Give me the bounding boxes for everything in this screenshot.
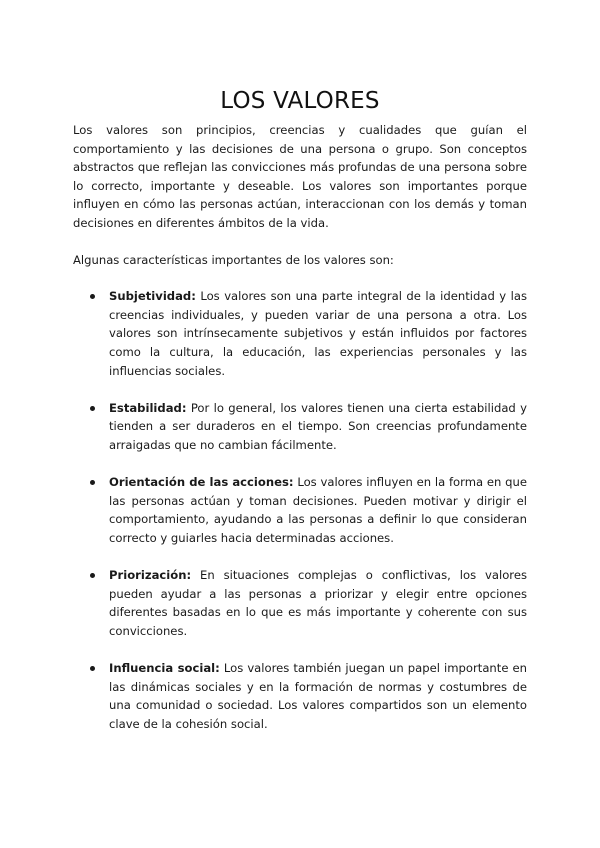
list-item-text: En situaciones complejas o conflictivas, los valores pueden ayudar a las personas a priorizar y elegir entre opciones diferentes basadas en lo que es más importante y coherente con sus convicciones.	[109, 568, 527, 638]
bullet-icon	[90, 294, 95, 299]
list-item-term: Orientación de las acciones:	[109, 475, 294, 490]
intro-paragraph: Los valores son principios, creencias y cualidades que guían el comportamiento y las decisiones de una persona o grupo. Son conceptos abstractos que reflejan las convicciones más profundas de una persona sobre lo correcto, importante y deseable. Los valores son importantes porque influyen en cómo las personas actúan, interaccionan con los demás y toman decisiones en diferentes ámbitos de la vida.	[73, 123, 527, 230]
document-body	[73, 121, 527, 752]
list-item-term: Priorización:	[109, 568, 192, 583]
list-item-orientacion	[73, 473, 527, 547]
list-item-text: Los valores influyen en la forma en que las personas actúan y toman decisiones. Pueden motivar y dirigir el comportamiento, ayudando a las personas a definir lo que consideran correcto y guiarles hacia determinadas acciones.	[109, 475, 527, 545]
list-item-term: Influencia social:	[109, 661, 220, 676]
list-item-text: Los valores también juegan un papel importante en las dinámicas sociales y en la formación de normas y costumbres de una comunidad o sociedad. Los valores compartidos son un elemento clave de la cohesión social.	[109, 661, 527, 731]
list-item-term: Estabilidad:	[109, 400, 187, 415]
list-item-influencia-social	[73, 659, 527, 733]
list-lead-paragraph: Algunas características importantes de los valores son:	[73, 252, 394, 267]
list-item-estabilidad	[73, 399, 527, 455]
bullet-icon	[90, 666, 95, 671]
bullet-icon	[90, 406, 95, 411]
list-item-priorizacion	[73, 566, 527, 640]
bullet-icon	[90, 573, 95, 578]
page-title: LOS VALORES	[220, 88, 380, 114]
list-item-text: Por lo general, los valores tienen una cierta estabilidad y tienden a ser duraderos en el tiempo. Son creencias profundamente arraigadas que no cambian fácilmente.	[109, 400, 527, 452]
list-item-term: Subjetividad:	[109, 289, 196, 304]
characteristics-list	[73, 287, 527, 733]
list-item-text: Los valores son una parte integral de la identidad y las creencias individuales, y pueden variar de una persona a otra. Los valores son intrínsecamente subjetivos y están influidos por factores como la cultura, la educación, las experiencias personales y las influencias sociales.	[109, 289, 527, 378]
list-item-subjetividad	[73, 287, 527, 380]
bullet-icon	[90, 480, 95, 485]
